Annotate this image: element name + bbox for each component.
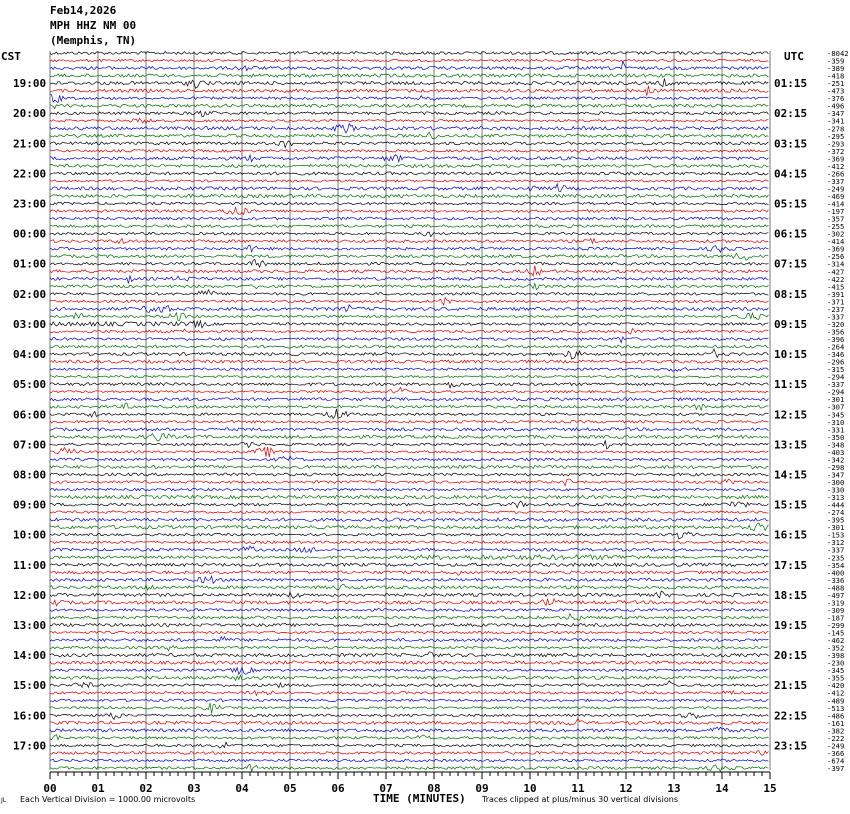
seismic-trace: [50, 703, 768, 714]
trace-offset-label: -337: [827, 176, 845, 186]
trace-offset-label: -369: [827, 244, 845, 254]
trace-offset-label: -337: [827, 380, 845, 390]
utc-hour-label: 05:15: [774, 197, 808, 211]
utc-hour-label: 03:15: [774, 137, 808, 151]
seismic-trace: [50, 403, 768, 410]
seismic-trace: [50, 238, 768, 243]
trace-offset-label: -313: [827, 493, 845, 503]
trace-offset-label: -266: [827, 169, 845, 179]
trace-offset-label: -382: [827, 726, 845, 736]
trace-offset-label: -352: [827, 643, 845, 653]
trace-offset-label: -418: [827, 71, 845, 81]
utc-hour-label: 01:15: [774, 77, 808, 91]
seismic-trace: [50, 74, 768, 77]
trace-offset-label: -255: [827, 222, 845, 232]
seismic-trace: [50, 141, 768, 148]
trace-offset-label: -345: [827, 666, 845, 676]
utc-hour-label: 20:15: [774, 649, 808, 663]
local-hour-label: 02:00: [13, 287, 47, 301]
seismic-trace: [50, 376, 768, 378]
trace-offset-label: -403: [827, 447, 845, 457]
seismic-trace: [50, 62, 768, 71]
trace-offset-label: -356: [827, 327, 845, 337]
trace-offset-label: -674: [827, 756, 845, 766]
local-hour-label: 04:00: [13, 348, 47, 362]
plot-date: Feb14,2026: [50, 4, 117, 17]
trace-offset-label: -299: [827, 621, 845, 630]
seismic-trace: [50, 479, 768, 486]
trace-offset-label: -235: [827, 553, 845, 563]
trace-offset-label: -274: [827, 508, 845, 518]
utc-hour-label: 17:15: [774, 558, 808, 572]
seismic-trace: [50, 111, 768, 117]
utc-hour-label: 11:15: [774, 378, 808, 392]
seismic-trace: [50, 86, 768, 96]
trace-offset-label: -398: [827, 651, 845, 661]
x-tick-label: 03: [187, 782, 201, 795]
trace-offset-label: -376: [827, 94, 845, 104]
trace-offset-label: -230: [827, 658, 845, 668]
trace-offset-label: -347: [827, 470, 845, 480]
x-axis-title: TIME (MINUTES): [373, 792, 466, 805]
x-tick-label: 01: [91, 782, 105, 795]
trace-offset-label: -346: [827, 350, 845, 360]
trace-offset-label: -497: [827, 590, 845, 600]
trace-offset-label: -414: [827, 199, 845, 209]
seismic-trace: [50, 742, 768, 748]
utc-hour-label: 04:15: [774, 167, 808, 181]
trace-offset-label: -341: [827, 116, 845, 126]
seismic-trace: [50, 735, 768, 740]
trace-offset-label: -278: [827, 124, 845, 134]
seismic-trace: [50, 576, 768, 583]
trace-offset-label: -350: [827, 432, 845, 442]
local-hour-label: 01:00: [13, 257, 47, 271]
trace-offset-label: -412: [827, 161, 845, 171]
seismic-trace: [50, 511, 768, 514]
trace-offset-label: -222: [827, 733, 845, 743]
trace-offset-label: -337: [827, 545, 845, 555]
station-location: (Memphis, TN): [50, 34, 137, 47]
seismic-trace: [50, 245, 768, 252]
trace-offset-label: -397: [827, 764, 845, 773]
trace-offset-label: -294: [827, 387, 845, 397]
seismic-trace: [50, 266, 768, 277]
x-tick-label: 06: [331, 782, 345, 795]
trace-offset-label: -249: [827, 184, 845, 194]
seismic-trace: [50, 699, 768, 702]
seismic-trace: [50, 501, 768, 507]
trace-offset-label: -264: [827, 342, 845, 352]
seismic-trace: [50, 631, 768, 634]
local-hour-label: 11:00: [13, 558, 47, 572]
seismic-trace: [50, 456, 768, 461]
trace-offset-label: -462: [827, 636, 845, 646]
seismic-trace: [50, 275, 768, 283]
local-time-zone: CST: [1, 50, 21, 63]
trace-offset-label: -315: [827, 365, 845, 375]
seismic-trace: [50, 290, 768, 295]
seismic-trace: [50, 637, 768, 642]
trace-offset-label: -486: [827, 711, 845, 721]
seismic-trace: [50, 360, 768, 363]
x-tick-label: 00: [43, 782, 57, 795]
seismic-trace: [50, 584, 768, 590]
trace-offset-label: -348: [827, 440, 845, 450]
local-hour-label: 23:00: [13, 197, 47, 211]
seismic-trace: [50, 321, 768, 328]
seismic-trace: [50, 194, 768, 197]
trace-offset-label: -301: [827, 395, 845, 405]
seismic-trace: [50, 532, 768, 539]
seismic-trace: [50, 382, 768, 388]
seismic-trace: [50, 59, 768, 61]
seismic-trace: [50, 488, 768, 490]
x-tick-label: 15: [763, 782, 777, 795]
trace-offset-label: -444: [827, 500, 845, 510]
seismic-trace: [50, 571, 768, 575]
trace-offset-label: -345: [827, 410, 845, 420]
seismic-trace: [50, 646, 768, 651]
trace-offset-label: -400: [827, 568, 845, 578]
x-tick-label: 13: [667, 782, 681, 795]
utc-hour-label: 12:15: [774, 408, 808, 422]
trace-offset-label: -298: [827, 462, 845, 472]
trace-offset-label: -496: [827, 101, 845, 111]
local-hour-label: 03:00: [13, 317, 47, 331]
utc-hour-label: 15:15: [774, 498, 808, 512]
seismic-trace: [50, 283, 768, 289]
x-tick-label: 11: [571, 782, 585, 795]
seismic-trace: [50, 337, 768, 343]
seismic-trace: [50, 691, 768, 696]
trace-offset-label: -319: [827, 598, 845, 608]
seismic-trace: [50, 433, 768, 440]
trace-offset-label: -354: [827, 560, 845, 570]
seismic-trace: [50, 172, 768, 175]
seismic-trace: [50, 727, 768, 732]
utc-hour-label: 07:15: [774, 257, 808, 271]
x-tick-label: 10: [523, 782, 537, 795]
trace-offset-label: -295: [827, 131, 845, 141]
trace-offset-label: -300: [827, 478, 845, 487]
trace-offset-label: -307: [827, 402, 845, 412]
seismic-trace: [50, 104, 768, 108]
trace-offset-label: -427: [827, 267, 845, 277]
seismic-trace: [50, 420, 768, 423]
seismic-trace: [50, 207, 768, 214]
trace-offset-label: -412: [827, 688, 845, 698]
seismic-trace: [50, 614, 768, 621]
local-hour-label: 08:00: [13, 468, 47, 482]
utc-hour-label: 21:15: [774, 679, 808, 693]
trace-offset-label: -420: [827, 681, 845, 691]
seismic-trace: [50, 305, 768, 312]
seismic-trace: [50, 184, 768, 192]
trace-offset-label: -256: [827, 252, 845, 262]
trace-offset-label: -296: [827, 357, 845, 367]
seismic-trace: [50, 609, 768, 612]
x-tick-label: 07: [379, 782, 393, 795]
trace-offset-label: -187: [827, 613, 845, 623]
local-hour-label: 10:00: [13, 528, 47, 542]
clip-note: Traces clipped at plus/minus 30 vertical divisions: [482, 795, 679, 804]
trace-offset-label: -336: [827, 575, 845, 585]
x-tick-label: 08: [427, 782, 441, 795]
trace-offset-label: -293: [827, 139, 845, 149]
seismic-trace: [50, 150, 768, 153]
seismic-trace: [50, 555, 768, 560]
seismic-trace: [50, 94, 768, 102]
seismic-trace: [50, 398, 768, 401]
scale-note: Each Vertical Division = 1000.00 microvolts: [20, 795, 196, 804]
seismic-trace: [50, 52, 768, 55]
seismic-trace: [50, 713, 768, 720]
trace-offset-label: -513: [827, 703, 845, 713]
utc-hour-label: 18:15: [774, 588, 808, 602]
seismic-trace: [50, 591, 768, 598]
seismic-trace: [50, 599, 768, 606]
seismic-trace: [50, 217, 768, 220]
logo-mark: JL: [1, 797, 7, 804]
seismic-trace: [50, 718, 768, 725]
trace-offset-label: -330: [827, 485, 845, 495]
trace-offset-label: -153: [827, 530, 845, 540]
trace-offset-label: -294: [827, 372, 845, 382]
x-tick-label: 12: [619, 782, 633, 795]
trace-offset-label: -389: [827, 64, 845, 74]
trace-offset-label: -422: [827, 274, 845, 284]
trace-offset-label: -237: [827, 304, 845, 314]
seismic-trace: [50, 298, 768, 305]
seismic-trace: [50, 523, 768, 531]
seismic-trace: [50, 225, 768, 228]
utc-hour-label: 14:15: [774, 468, 808, 482]
seismic-trace: [50, 78, 768, 88]
trace-offset-label: -347: [827, 109, 845, 119]
utc-time-zone: UTC: [784, 50, 804, 63]
seismic-trace: [50, 495, 768, 498]
local-hour-label: 22:00: [13, 167, 47, 181]
local-hour-label: 09:00: [13, 498, 47, 512]
seismic-trace: [50, 652, 768, 657]
trace-offset-label: -357: [827, 214, 845, 224]
trace-offset-label: -310: [827, 417, 845, 427]
seismic-trace: [50, 447, 768, 457]
trace-offset-label: -302: [827, 229, 845, 239]
utc-hour-label: 16:15: [774, 528, 808, 542]
seismic-trace: [50, 624, 768, 627]
utc-hour-label: 22:15: [774, 709, 808, 723]
local-hour-label: 06:00: [13, 408, 47, 422]
seismic-trace: [50, 764, 768, 771]
trace-offset-label: -391: [827, 289, 845, 299]
seismic-trace: [50, 345, 768, 348]
trace-offset-label: -473: [827, 86, 845, 96]
local-hour-label: 05:00: [13, 378, 47, 392]
trace-offset-label: -249: [827, 741, 845, 751]
seismic-trace: [50, 465, 768, 468]
x-tick-label: 09: [475, 782, 489, 795]
utc-hour-label: 10:15: [774, 348, 808, 362]
seismic-trace: [50, 368, 768, 372]
seismic-trace: [50, 118, 768, 123]
seismic-trace: [50, 259, 768, 267]
seismic-trace: [50, 349, 768, 359]
seismic-trace: [50, 518, 768, 521]
seismic-trace: [50, 681, 768, 688]
trace-offset-label: -366: [827, 748, 845, 758]
trace-offset-label: -342: [827, 455, 845, 465]
seismic-trace: [50, 329, 768, 334]
trace-offset-label: -469: [827, 192, 845, 201]
local-hour-label: 20:00: [13, 107, 47, 121]
seismic-trace: [50, 563, 768, 566]
local-hour-label: 13:00: [13, 619, 47, 632]
x-tick-label: 02: [139, 782, 153, 795]
utc-hour-label: 13:15: [774, 438, 808, 452]
x-tick-label: 14: [715, 782, 729, 795]
seismic-trace: [50, 232, 768, 237]
seismic-trace: [50, 661, 768, 664]
seismic-trace: [50, 202, 768, 205]
x-tick-label: 05: [283, 782, 297, 795]
trace-offset-label: -415: [827, 282, 845, 292]
trace-offset-label: -331: [827, 425, 845, 435]
trace-offset-label: -371: [827, 297, 845, 307]
local-hour-label: 16:00: [13, 709, 47, 723]
seismic-trace: [50, 675, 768, 680]
trace-offset-label: -320: [827, 319, 845, 329]
trace-offset-label: -145: [827, 628, 845, 638]
trace-offset-label: -396: [827, 335, 845, 344]
local-hour-label: 15:00: [13, 679, 47, 693]
trace-offset-label: -395: [827, 515, 845, 525]
local-hour-label: 19:00: [13, 77, 47, 91]
utc-hour-label: 09:15: [774, 317, 808, 331]
trace-offset-label: -359: [827, 56, 845, 66]
trace-offset-label: -489: [827, 696, 845, 706]
seismic-trace: [50, 253, 768, 260]
seismic-trace: [50, 667, 768, 674]
seismic-trace: [50, 428, 768, 431]
utc-hour-label: 06:15: [774, 227, 808, 241]
utc-hour-label: 19:15: [774, 619, 808, 632]
trace-offset-label: -251: [827, 79, 845, 89]
trace-offset-label: -488: [827, 583, 845, 593]
seismic-trace: [50, 180, 768, 182]
local-hour-label: 17:00: [13, 739, 47, 753]
trace-offset-label: -372: [827, 146, 845, 156]
trace-offset-label: -8042: [827, 49, 849, 58]
seismic-trace: [50, 132, 768, 138]
local-hour-label: 12:00: [13, 588, 47, 602]
seismic-trace: [50, 440, 768, 449]
trace-offset-label: -161: [827, 718, 845, 728]
local-hour-label: 07:00: [13, 438, 47, 452]
utc-hour-label: 02:15: [774, 107, 808, 121]
seismic-trace: [50, 124, 768, 133]
trace-offset-label: -197: [827, 207, 845, 217]
trace-offset-label: -355: [827, 673, 845, 683]
trace-offset-label: -369: [827, 154, 845, 164]
utc-hour-label: 23:15: [774, 739, 808, 753]
trace-offset-label: -301: [827, 523, 845, 533]
seismic-trace: [50, 164, 768, 167]
local-hour-label: 00:00: [13, 227, 47, 241]
seismic-trace: [50, 155, 768, 162]
seismic-trace: [50, 541, 768, 544]
seismic-trace: [50, 409, 768, 419]
seismic-trace: [50, 759, 768, 762]
trace-offset-label: -309: [827, 605, 845, 615]
trace-offset-label: -337: [827, 312, 845, 322]
seismic-trace: [50, 473, 768, 476]
local-hour-label: 21:00: [13, 137, 47, 151]
x-tick-label: 04: [235, 782, 249, 795]
trace-offset-label: -312: [827, 538, 845, 548]
seismic-trace: [50, 313, 768, 321]
utc-hour-label: 08:15: [774, 287, 808, 301]
trace-offset-label: -314: [827, 259, 845, 269]
seismic-trace: [50, 387, 768, 393]
station-code: MPH HHZ NM 00: [50, 19, 137, 32]
seismic-trace: [50, 751, 768, 756]
local-hour-label: 14:00: [13, 649, 47, 663]
trace-offset-label: -414: [827, 237, 845, 247]
seismic-trace: [50, 546, 768, 553]
